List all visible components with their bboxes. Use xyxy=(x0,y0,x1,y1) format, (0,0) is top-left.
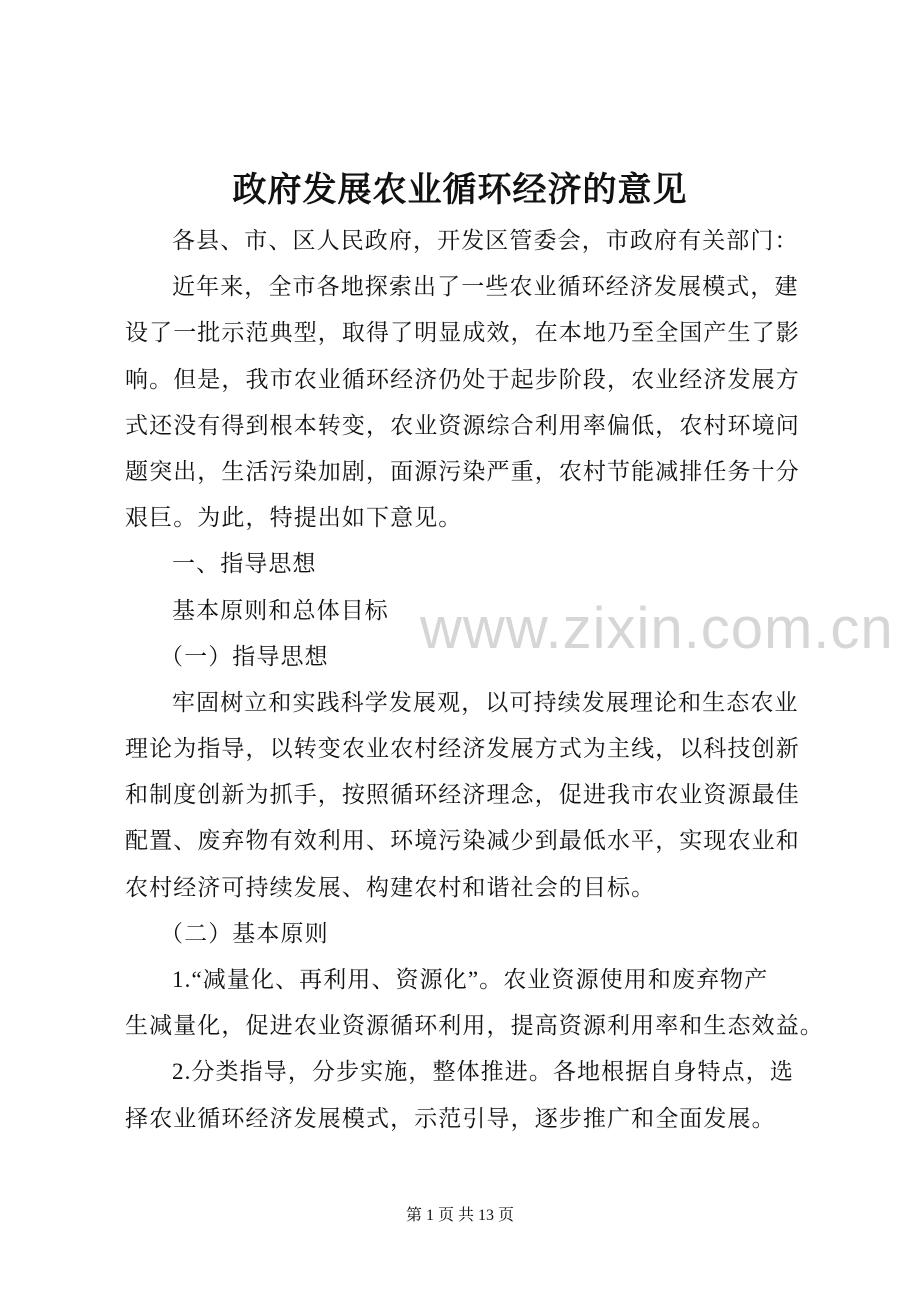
text-line: 题突出，生活污染加剧，面源污染严重，农村节能减排任务十分 xyxy=(125,458,800,484)
text-line: 响。但是，我市农业循环经济仍处于起步阶段，农业经济发展方 xyxy=(125,366,800,392)
page-footer: 第 1 页 共 13 页 xyxy=(405,1207,514,1224)
text-line: 牢固树立和实践科学发展观，以可持续发展理论和生态农业 xyxy=(172,689,799,715)
document-title: 政府发展农业循环经济的意见 xyxy=(232,172,688,209)
text-line: 一、指导思想 xyxy=(172,551,317,577)
text-line: 和制度创新为抓手，按照循环经济理念，促进我市农业资源最佳 xyxy=(125,782,800,808)
text-line: （一）指导思想 xyxy=(160,643,329,669)
text-line: 农村经济可持续发展、构建农村和谐社会的目标。 xyxy=(125,874,656,900)
document-body xyxy=(125,218,824,1142)
text-line: 生减量化，促进农业资源循环利用，提高资源利用率和生态效益。 xyxy=(125,1013,824,1039)
text-line: 基本原则和总体目标 xyxy=(172,597,389,623)
text-line: 各县、市、区人民政府，开发区管委会，市政府有关部门： xyxy=(172,228,799,253)
text-line: 式还没有得到根本转变，农业资源综合利用率偏低，农村环境问 xyxy=(125,412,800,438)
text-line: （二）基本原则 xyxy=(160,920,329,946)
text-line: 近年来，全市各地探索出了一些农业循环经济发展模式，建 xyxy=(172,274,799,300)
watermark: www.zixin.com.cn xyxy=(420,596,894,661)
text-line: 择农业循环经济发展模式，示范引导，逐步推广和全面发展。 xyxy=(125,1105,776,1131)
text-line: 艰巨。为此，特提出如下意见。 xyxy=(125,505,463,531)
text-line: 2.分类指导，分步实施，整体推进。各地根据自身特点，选 xyxy=(172,1059,794,1085)
text-line: 理论为指导，以转变农业农村经济发展方式为主线，以科技创新 xyxy=(125,736,800,762)
text-line: 配置、废弃物有效利用、环境污染减少到最低水平，实现农业和 xyxy=(125,828,800,854)
text-line: 1.“减量化、再利用、资源化”。农业资源使用和废弃物产 xyxy=(172,967,769,992)
text-line: 设了一批示范典型，取得了明显成效，在本地乃至全国产生了影 xyxy=(125,320,800,346)
